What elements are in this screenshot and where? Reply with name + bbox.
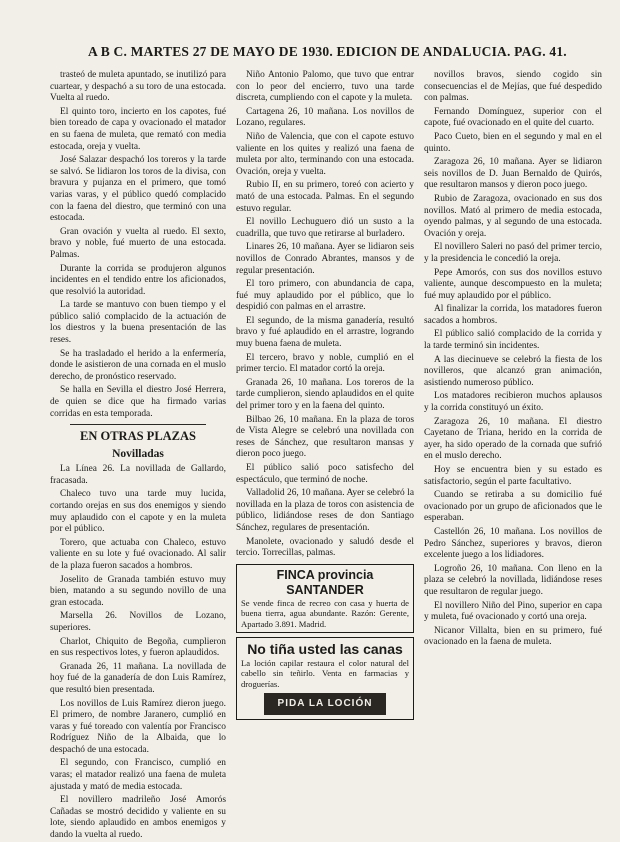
article-column-3 xyxy=(424,70,602,822)
masthead: A B C. MARTES 27 DE MAYO DE 1930. EDICION DE ANDALUCIA. PAG. 41. xyxy=(88,44,567,59)
finca-advertisement xyxy=(236,564,414,633)
paragraph: Los novillos de Luis Ramírez dieron juego. El primero, de nombre Jaranero, cumplió en varas y fué toreado con valentía por Francisco Rodríguez Niño de la Albaida, que lo despachó de una estocada. xyxy=(50,698,226,755)
paragraph: Cartagena 26, 10 mañana. Los novillos de Lozano, regulares. xyxy=(236,106,414,129)
paragraph: Rubio II, en su primero, toreó con acierto y mató de una estocada. Palmas. En el segundo estuvo regular. xyxy=(236,180,414,214)
ad-text: La loción capilar restaura el color natural del cabello sin teñirlo. Venta en farmacias y droguerías. xyxy=(241,657,409,689)
paragraph: Charlot, Chiquito de Begoña, cumplieron en sus respectivos lotes, y fueron aplaudidos. xyxy=(50,636,226,659)
paragraph: La Línea 26. La novillada de Gallardo, fracasada. xyxy=(50,464,226,486)
paragraph: trasteó de muleta apuntado, se inutilizó para cuartear, y despachó a su toro de una estocada. Vuelta al ruedo. xyxy=(50,70,226,104)
paragraph: Valladolid 26, 10 mañana. Ayer se celebró la novillada en la plaza de toros con asistencia de público, lidiándose reses de don Santiago Sánchez, regulares de presentación. xyxy=(236,488,414,533)
ad-stamp: PIDA LA LOCIÓN xyxy=(264,693,386,715)
paragraph: Castellón 26, 10 mañana. Los novillos de Pedro Sánchez, superiores y bravos, dieron excelente juego a los lidiadores. xyxy=(424,526,602,561)
paragraph: Zaragoza 26, 10 mañana. El diestro Cayetano de Triana, herido en la corrida de ayer, ha sido operado de la cornada que sufrió en el muslo derecho. xyxy=(424,416,602,462)
paragraph: El público salió poco satisfecho del espectáculo, que terminó de noche. xyxy=(236,463,414,485)
paragraph: El novillero madrileño José Amorós Cañadas se mostró decidido y valiente en su lote, siendo aplaudido en ambos enemigos y dando la vuelta al ruedo. xyxy=(50,795,226,841)
paragraph: Pepe Amorós, con sus dos novillos estuvo valiente, aunque descompuesto en la muleta; fué muy aplaudido por el público. xyxy=(424,267,602,301)
ad-text: Se vende finca de recreo con casa y huerta de buena tierra, agua abundante. Razón: Gerente, Apartado 3.891. Madrid. xyxy=(241,597,409,629)
paragraph: Granada 26, 11 mañana. La novillada de hoy fué de la ganadería de don Luis Ramírez, que resultó bien presentada. xyxy=(50,661,226,695)
paragraph: Rubio de Zaragoza, ovacionado en sus dos novillos. Mató al primero de media estocada, oyendo palmas, y al segundo de una estocada. Ovación y oreja. xyxy=(424,193,602,239)
paragraph: La tarde se mantuvo con buen tiempo y el público salió complacido de la actuación de los diestros y la buena presentación de las reses. xyxy=(50,300,226,346)
subsection-title: Novilladas xyxy=(112,448,164,461)
paragraph: Joselito de Granada también estuvo muy bien, matando a su segundo novillo de una gran estocada. xyxy=(50,574,226,608)
paragraph: Granada 26, 10 mañana. Los toreros de la tarde cumplieron, siendo aplaudidos en el quite del primer toro y en la faena del quinto. xyxy=(236,377,414,412)
paragraph: Marsella 26. Novillos de Lozano, superiores. xyxy=(50,611,226,633)
paragraph: El quinto toro, incierto en los capotes, fué bien toreado de capa y ovacionado el matador en su faena de muleta, que remató con media estocada, oreja y vuelta. xyxy=(50,106,226,152)
paragraph: Al finalizar la corrida, los matadores fueron sacados a hombros. xyxy=(424,304,602,326)
ad-title: No tiña usted las canas xyxy=(247,640,403,657)
paragraph: El público salió complacido de la corrida y la tarde terminó sin incidentes. xyxy=(424,329,602,352)
paragraph: Torero, que actuaba con Chaleco, estuvo valiente en su lote y fué ovacionado. Al salir de la plaza fueron sacados a hombros. xyxy=(50,537,226,571)
divider xyxy=(70,424,206,425)
paragraph: El novillo Lechuguero dió un susto a la cuadrilla, que tuvo que retirarse al burladero. xyxy=(236,217,414,239)
paragraph: Se halla en Sevilla el diestro José Herrera, de quien se dice que ha firmado varias corridas en esta temporada. xyxy=(50,385,226,419)
paragraph: novillos bravos, siendo cogido sin consecuencias el de Mejías, que fué despedido con palmas. xyxy=(424,70,602,104)
paragraph: Niño Antonio Palomo, que tuvo que entrar con lo peor del encierro, tuvo una tarde discreta, cumpliendo con el capote y la muleta. xyxy=(236,70,414,104)
paragraph: El segundo, con Francisco, cumplió en varas; el matador realizó una faena de muleta ajustada y mató de media estocada. xyxy=(50,758,226,792)
paragraph: Cuando se retiraba a su domicilio fué ovacionado por un grupo de aficionados que le esperaban. xyxy=(424,490,602,524)
paragraph: Paco Cueto, bien en el segundo y mal en el quinto. xyxy=(424,131,602,154)
paragraph: Fernando Domínguez, superior con el capote, fué ovacionado en el quite del cuarto. xyxy=(424,106,602,129)
article-column-1 xyxy=(50,70,226,841)
paragraph: El segundo, de la misma ganadería, resultó bravo y fué aplaudido en el arrastre, logrando muy buena faena de muleta. xyxy=(236,315,414,350)
paragraph: Niño de Valencia, que con el capote estuvo valiente en los quites y realizó una faena de muleta por alto, terminando con una estocada. Ovación, oreja y vuelta. xyxy=(236,131,414,177)
article-column-2 xyxy=(236,70,414,822)
paragraph: Hoy se encuentra bien y su estado es satisfactorio, según el parte facultativo. xyxy=(424,465,602,487)
canas-advertisement xyxy=(236,637,414,720)
paragraph: Zaragoza 26, 10 mañana. Ayer se lidiaron seis novillos de D. Juan Bernaldo de Quirós, que resultaron mansos y dieron poco juego. xyxy=(424,157,602,191)
paragraph: Gran ovación y vuelta al ruedo. El sexto, bravo y noble, fué muerto de una estocada. Palmas. xyxy=(50,226,226,260)
ad-title: FINCA provincia SANTANDER xyxy=(276,567,374,597)
paragraph: Linares 26, 10 mañana. Ayer se lidiaron seis novillos de Conrado Abrantes, mansos y de regular presentación. xyxy=(236,242,414,276)
paragraph: Chaleco tuvo una tarde muy lucida, cortando orejas en sus dos enemigos y siendo muy aplaudido con el capote y en la muleta por el público. xyxy=(50,489,226,535)
paragraph: Manolete, ovacionado y saludó desde el tercio. Torrecillas, palmas. xyxy=(236,536,414,559)
paragraph: El novillero Saleri no pasó del primer tercio, y la presidencia le concedió la oreja. xyxy=(424,242,602,264)
paragraph: El tercero, bravo y noble, cumplió en el primer tercio. El matador cortó la oreja. xyxy=(236,352,414,375)
paragraph: A las diecinueve se celebró la fiesta de los novilleros, que alcanzó gran animación, asistiendo numeroso público. xyxy=(424,354,602,388)
paragraph: El novillero Niño del Pino, superior en capa y muleta, fué ovacionado y cortó una oreja. xyxy=(424,600,602,623)
paragraph: Los matadores recibieron muchos aplausos y la corrida constituyó un éxito. xyxy=(424,391,602,414)
paragraph: Nicanor Villalta, bien en su primero, fué ovacionado en la faena de muleta. xyxy=(424,625,602,648)
paragraph: Durante la corrida se produjeron algunos incidentes en el tendido entre los aficionados, que resolvió la autoridad. xyxy=(50,263,226,297)
section-title: EN OTRAS PLAZAS xyxy=(80,429,196,444)
paragraph: Logroño 26, 10 mañana. Con lleno en la plaza se celebró la novillada, lidiándose reses que resultaron de regular juego. xyxy=(424,563,602,597)
paragraph: Bilbao 26, 10 mañana. En la plaza de toros de Vista Alegre se celebró una novillada con reses de Sánchez, que resultaron mansas y dieron poco juego. xyxy=(236,414,414,460)
paragraph: Se ha trasladado el herido a la enfermería, donde le asistieron de una cornada en el muslo derecho, de pronóstico reservado. xyxy=(50,348,226,382)
paragraph: El toro primero, con abundancia de capa, fué muy aplaudido por el público, que lo despidió con palmas en el arrastre. xyxy=(236,279,414,313)
paragraph: José Salazar despachó los toreros y la tarde se salvó. Se lidiaron los toros de la divisa, con bravura y pujanza en el primero, que tomó varias varas, y el público quedó complacido con la faena del diestro, que terminó con una estocada. xyxy=(50,155,226,224)
